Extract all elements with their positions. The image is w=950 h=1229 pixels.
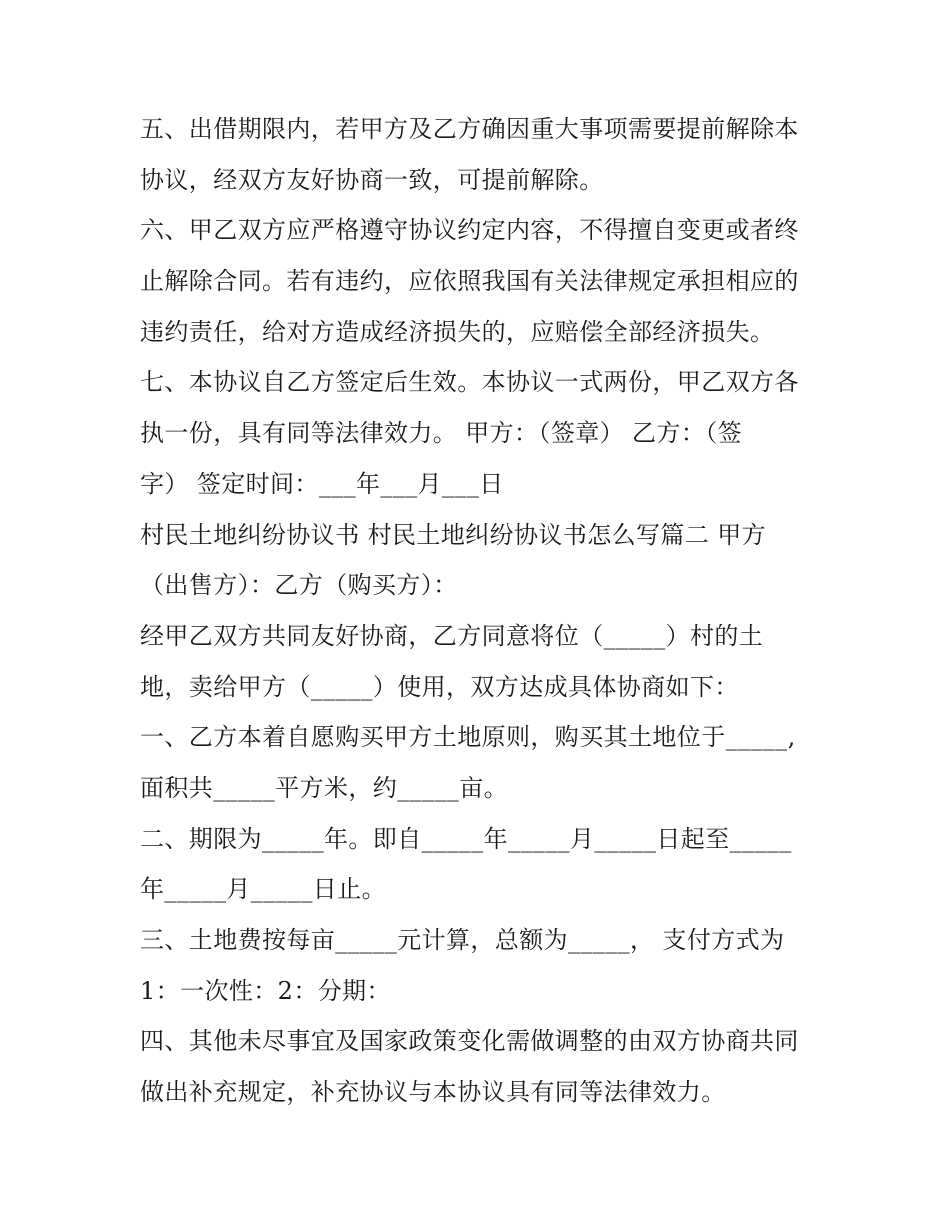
text-line: 七、本协议自乙方签定后生效。本协议一式两份，甲乙双方各 xyxy=(140,368,799,397)
text-line: 违约责任，给对方造成经济损失的，应赔偿全部经济损失。 xyxy=(140,317,775,346)
text-line: 四、其他未尽事宜及国家政策变化需做调整的由双方协商共同 xyxy=(140,1027,799,1056)
text-line: 三、土地费按每亩_____元计算，总额为_____， 支付方式为 xyxy=(140,926,785,954)
text-line: 字） 签定时间：___年___月___日 xyxy=(140,469,504,498)
text-line: 做出补充规定，补充协议与本协议具有同等法律效力。 xyxy=(140,1078,726,1107)
text-line: 地，卖给甲方（_____）使用，双方达成具体协商如下： xyxy=(140,672,739,701)
text-line: 五、出借期限内，若甲方及乙方确因重大事项需要提前解除本 xyxy=(140,115,799,143)
section-heading-line: 村民土地纠纷协议书 村民土地纠纷协议书怎么写篇二 甲方 xyxy=(140,520,767,549)
text-line: 1：一次性：2：分期： xyxy=(140,976,391,1005)
text-line: 止解除合同。若有违约，应依照我国有关法律规定承担相应的 xyxy=(140,267,799,296)
text-line: 协议，经双方友好协商一致，可提前解除。 xyxy=(140,165,604,194)
text-line: 年_____月_____日止。 xyxy=(140,875,386,904)
text-line: （出售方）：乙方（购买方）： xyxy=(140,571,458,600)
text-line: 面积共_____平方米，约_____亩。 xyxy=(140,773,508,802)
text-line: 执一份，具有同等法律效力。 甲方：（签章） 乙方：（签 xyxy=(140,419,743,448)
text-line: 一、乙方本着自愿购买甲方土地原则，购买其土地位于_____, xyxy=(140,723,796,752)
text-line: 二、期限为_____年。即自_____年_____月_____日起至_____ xyxy=(140,824,792,853)
text-line: 经甲乙双方共同友好协商，乙方同意将位（_____）村的土 xyxy=(140,621,764,650)
text-line: 六、甲乙双方应严格遵守协议约定内容，不得擅自变更或者终 xyxy=(140,216,799,245)
document-body xyxy=(140,104,820,1118)
